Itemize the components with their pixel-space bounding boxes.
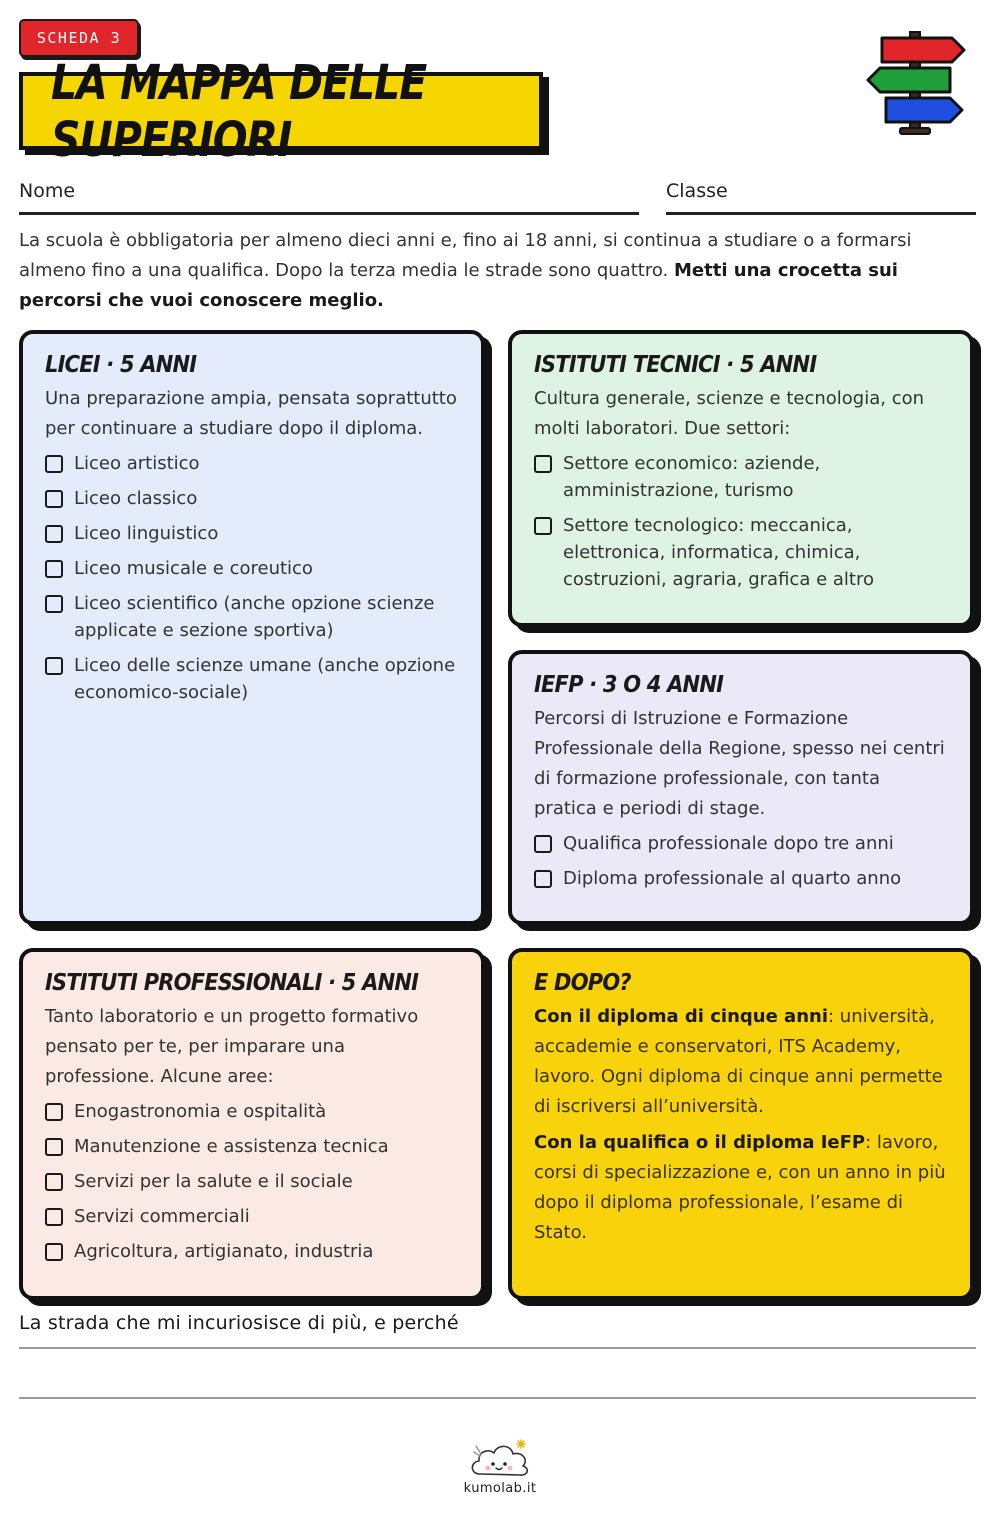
dopo-qualifica-text: : lavoro, corsi di specializzazione e, con un anno in più dopo il diploma professionale, l’esame di Stato. xyxy=(534,1132,946,1243)
checkbox[interactable] xyxy=(45,1103,63,1121)
answer-line[interactable] xyxy=(19,1347,976,1349)
option-label: Enogastronomia e ospitalità xyxy=(74,1101,327,1122)
option-servizi-commerciali[interactable] xyxy=(45,1203,459,1230)
checkbox[interactable] xyxy=(534,835,552,853)
intro-paragraph xyxy=(19,226,979,316)
checkbox[interactable] xyxy=(45,455,63,473)
option-label: Liceo musicale e coreutico xyxy=(74,558,313,579)
dopo-paragraph-qualifica xyxy=(534,1128,948,1248)
professionali-card xyxy=(19,948,485,1300)
option-label: Diploma professionale al quarto anno xyxy=(563,868,902,889)
signpost-icon xyxy=(864,28,968,138)
checkbox[interactable] xyxy=(45,1173,63,1191)
option-liceo-classico[interactable] xyxy=(45,485,459,512)
option-label: Settore economico: aziende, amministrazione, turismo xyxy=(563,453,821,501)
option-liceo-scientifico[interactable] xyxy=(45,590,459,644)
professionali-description: Tanto laboratorio e un progetto formativo pensato per te, per imparare una professione. Alcune aree: xyxy=(45,1006,419,1087)
licei-title: LICEI · 5 ANNI xyxy=(45,350,197,378)
intro-instruction: Metti una crocetta sui percorsi che vuoi conoscere meglio. xyxy=(19,260,898,311)
option-servizi-salute[interactable] xyxy=(45,1168,459,1195)
option-settore-tecnologico[interactable] xyxy=(534,512,948,593)
worksheet-badge: SCHEDA 3 xyxy=(19,19,139,57)
option-label: Servizi commerciali xyxy=(74,1206,250,1227)
name-label: Nome xyxy=(19,180,76,202)
tecnici-card xyxy=(508,330,974,627)
checkbox[interactable] xyxy=(534,455,552,473)
checkbox[interactable] xyxy=(45,657,63,675)
option-label: Liceo artistico xyxy=(74,453,200,474)
intro-text: La scuola è obbligatoria per almeno dieci anni e, fino ai 18 anni, si continua a studiare o a formarsi almeno fino a una qualifica. Dopo la terza media le strade sono quattro. xyxy=(19,230,912,281)
licei-card xyxy=(19,330,485,925)
option-label: Liceo scientifico (anche opzione scienze applicate e sezione sportiva) xyxy=(74,593,435,641)
dopo-title: E DOPO? xyxy=(534,968,631,996)
option-liceo-linguistico[interactable] xyxy=(45,520,459,547)
option-label: Servizi per la salute e il sociale xyxy=(74,1171,353,1192)
option-qualifica-professionale[interactable] xyxy=(534,830,948,857)
site-url: kumolab.it xyxy=(463,1481,537,1496)
dopo-diploma-text: : università, accademie e conservatori, ITS Academy, lavoro. Ogni diploma di cinque anni permette di iscriversi all’università. xyxy=(534,1006,943,1117)
option-label: Settore tecnologico: meccanica, elettronica, informatica, chimica, costruzioni, agraria, grafica e altro xyxy=(563,515,874,590)
iefp-description: Percorsi di Istruzione e Formazione Professionale della Regione, spesso nei centri di formazione professionale, con tanta pratica e periodi di stage. xyxy=(534,708,945,819)
checkbox[interactable] xyxy=(45,1243,63,1261)
dopo-diploma-heading: Con il diploma di cinque anni xyxy=(534,1006,829,1027)
checkbox[interactable] xyxy=(45,525,63,543)
tecnici-title: ISTITUTI TECNICI · 5 ANNI xyxy=(534,350,817,378)
checkbox[interactable] xyxy=(45,560,63,578)
dopo-qualifica-heading: Con la qualifica o il diploma IeFP xyxy=(534,1132,866,1153)
option-label: Liceo classico xyxy=(74,488,198,509)
professionali-title: ISTITUTI PROFESSIONALI · 5 ANNI xyxy=(45,968,419,996)
option-settore-economico[interactable] xyxy=(534,450,948,504)
page-title: LA MAPPA DELLE SUPERIORI xyxy=(51,54,427,168)
answer-line[interactable] xyxy=(19,1397,976,1399)
tecnici-description: Cultura generale, scienze e tecnologia, con molti laboratori. Due settori: xyxy=(534,388,925,439)
checkbox[interactable] xyxy=(534,870,552,888)
checkbox[interactable] xyxy=(45,1208,63,1226)
dopo-card xyxy=(508,948,974,1300)
cloud-logo xyxy=(466,1434,534,1482)
option-label: Liceo delle scienze umane (anche opzione economico-sociale) xyxy=(74,655,456,703)
name-field[interactable] xyxy=(19,212,639,215)
checkbox[interactable] xyxy=(534,517,552,535)
option-label: Liceo linguistico xyxy=(74,523,219,544)
checkbox[interactable] xyxy=(45,595,63,613)
option-liceo-musicale[interactable] xyxy=(45,555,459,582)
licei-description: Una preparazione ampia, pensata soprattutto per continuare a studiare dopo il diploma. xyxy=(45,388,457,439)
class-field[interactable] xyxy=(666,212,976,215)
option-liceo-artistico[interactable] xyxy=(45,450,459,477)
checkbox[interactable] xyxy=(45,490,63,508)
option-liceo-scienze-umane[interactable] xyxy=(45,652,459,706)
option-label: Qualifica professionale dopo tre anni xyxy=(563,833,894,854)
dopo-paragraph-diploma xyxy=(534,1002,948,1122)
class-label: Classe xyxy=(666,180,728,202)
option-enogastronomia[interactable] xyxy=(45,1098,459,1125)
option-agricoltura[interactable] xyxy=(45,1238,459,1265)
reflection-question: La strada che mi incuriosisce di più, e perché xyxy=(19,1312,459,1334)
iefp-card xyxy=(508,650,974,925)
iefp-title: IEFP · 3 O 4 ANNI xyxy=(534,670,724,698)
option-diploma-professionale[interactable] xyxy=(534,865,948,892)
option-label: Manutenzione e assistenza tecnica xyxy=(74,1136,389,1157)
checkbox[interactable] xyxy=(45,1138,63,1156)
option-manutenzione[interactable] xyxy=(45,1133,459,1160)
option-label: Agricoltura, artigianato, industria xyxy=(74,1241,374,1262)
title-banner xyxy=(19,54,543,168)
